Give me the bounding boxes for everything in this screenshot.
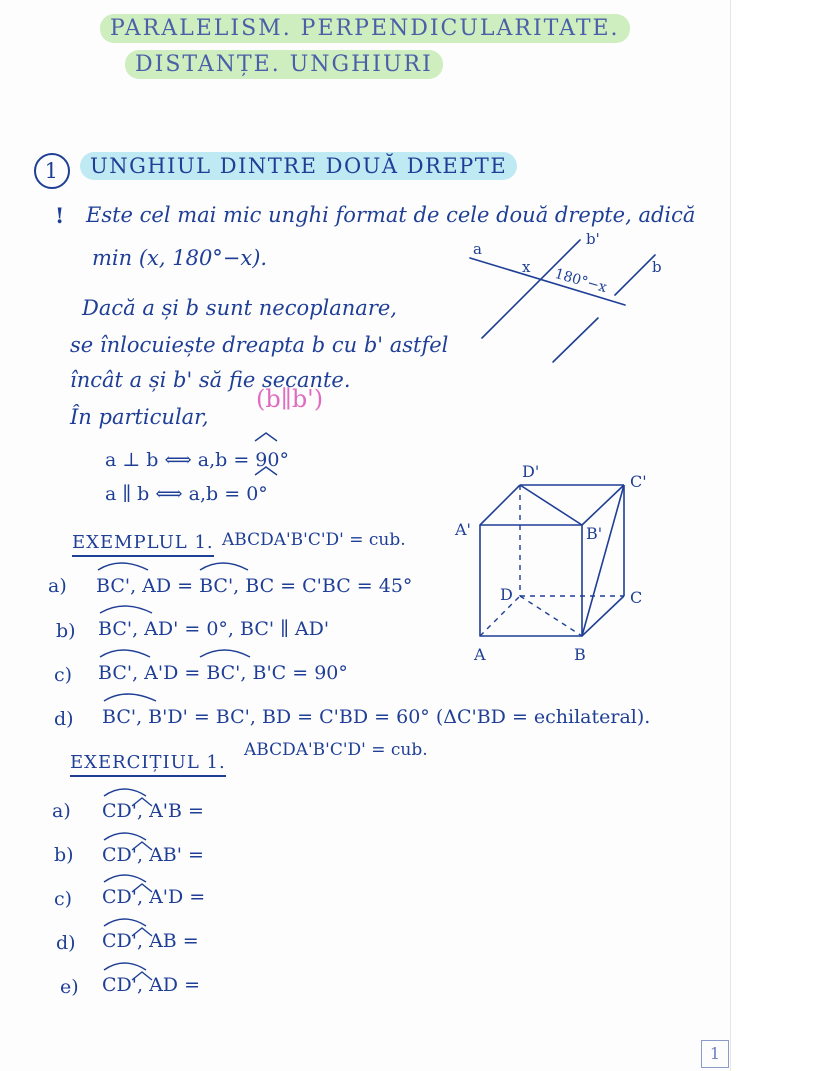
exclamation-mark: ! [55, 203, 65, 228]
noncoplanar-line-1: Dacă a și b sunt necoplanare, [82, 296, 397, 320]
section-number: 1 [34, 153, 70, 189]
example-item-d-label: d) [54, 708, 74, 730]
exercise-item-d-label: d) [56, 932, 76, 954]
label-supplementary: 180°−x [552, 265, 609, 297]
cube-label-b: B [574, 645, 586, 664]
exercise-item-a: CD', A'B = [102, 800, 204, 822]
parallel-case: a ∥ b ⟺ a,b = 0° [105, 483, 268, 505]
page-number: 1 [701, 1040, 729, 1068]
cube-label-c: C [630, 588, 643, 607]
example-item-b-label: b) [56, 620, 76, 642]
exercise-title: EXERCIȚIUL 1. [70, 752, 226, 777]
exercise-item-e: CD', AD = [102, 974, 200, 996]
title-line-2: DISTANȚE. UNGHIURI [125, 50, 443, 79]
label-x: x [522, 258, 531, 276]
particular-intro: În particular, [70, 405, 209, 429]
label-b: b [652, 258, 662, 276]
example-item-a-label: a) [48, 575, 67, 597]
label-b-prime: b' [586, 230, 600, 248]
exercise-item-c: CD', A'D = [102, 886, 206, 908]
cube-label-a: A [474, 645, 486, 664]
example-title: EXEMPLUL 1. [72, 532, 214, 557]
cube-label-d: D [500, 585, 513, 604]
definition-line-2: min (x, 180°−x). [92, 246, 268, 270]
example-item-c-label: c) [54, 664, 73, 686]
exercise-item-a-label: a) [52, 800, 71, 822]
exercise-item-b-label: b) [54, 844, 74, 866]
parallel-note: (b∥b') [256, 385, 324, 413]
title-line-1: PARALELISM. PERPENDICULARITATE. [100, 14, 630, 43]
exercise-item-d: CD', AB = [102, 930, 199, 952]
exercise-item-b: CD', AB' = [102, 844, 204, 866]
noncoplanar-line-3: încât a și b' să fie secante. [70, 368, 351, 392]
cube-label-d-prime: D' [522, 462, 540, 481]
label-a: a [473, 240, 482, 258]
example-item-d: BC', B'D' = BC', BD = C'BD = 60° (ΔC'BD = echilateral). [102, 706, 651, 728]
section-heading: UNGHIUL DINTRE DOUĂ DREPTE [80, 152, 517, 180]
cube-label-a-prime: A' [455, 520, 471, 539]
example-statement: ABCDA'B'C'D' = cub. [222, 530, 406, 550]
example-item-c: BC', A'D = BC', B'C = 90° [98, 662, 348, 684]
cube-label-b-prime: B' [586, 524, 603, 543]
exercise-item-e-label: e) [60, 976, 79, 998]
example-item-b: BC', AD' = 0°, BC' ∥ AD' [98, 618, 330, 640]
example-item-a: BC', AD = BC', BC = C'BC = 45° [96, 575, 413, 597]
perpendicular-case: a ⊥ b ⟺ a,b = 90° [105, 449, 289, 471]
cube-label-c-prime: C' [630, 472, 647, 491]
exercise-item-c-label: c) [54, 888, 73, 910]
exercise-statement: ABCDA'B'C'D' = cub. [244, 740, 428, 760]
definition-line-1: Este cel mai mic unghi format de cele două drepte, adică [86, 203, 696, 227]
noncoplanar-line-2: se înlocuiește dreapta b cu b' astfel [70, 333, 449, 357]
